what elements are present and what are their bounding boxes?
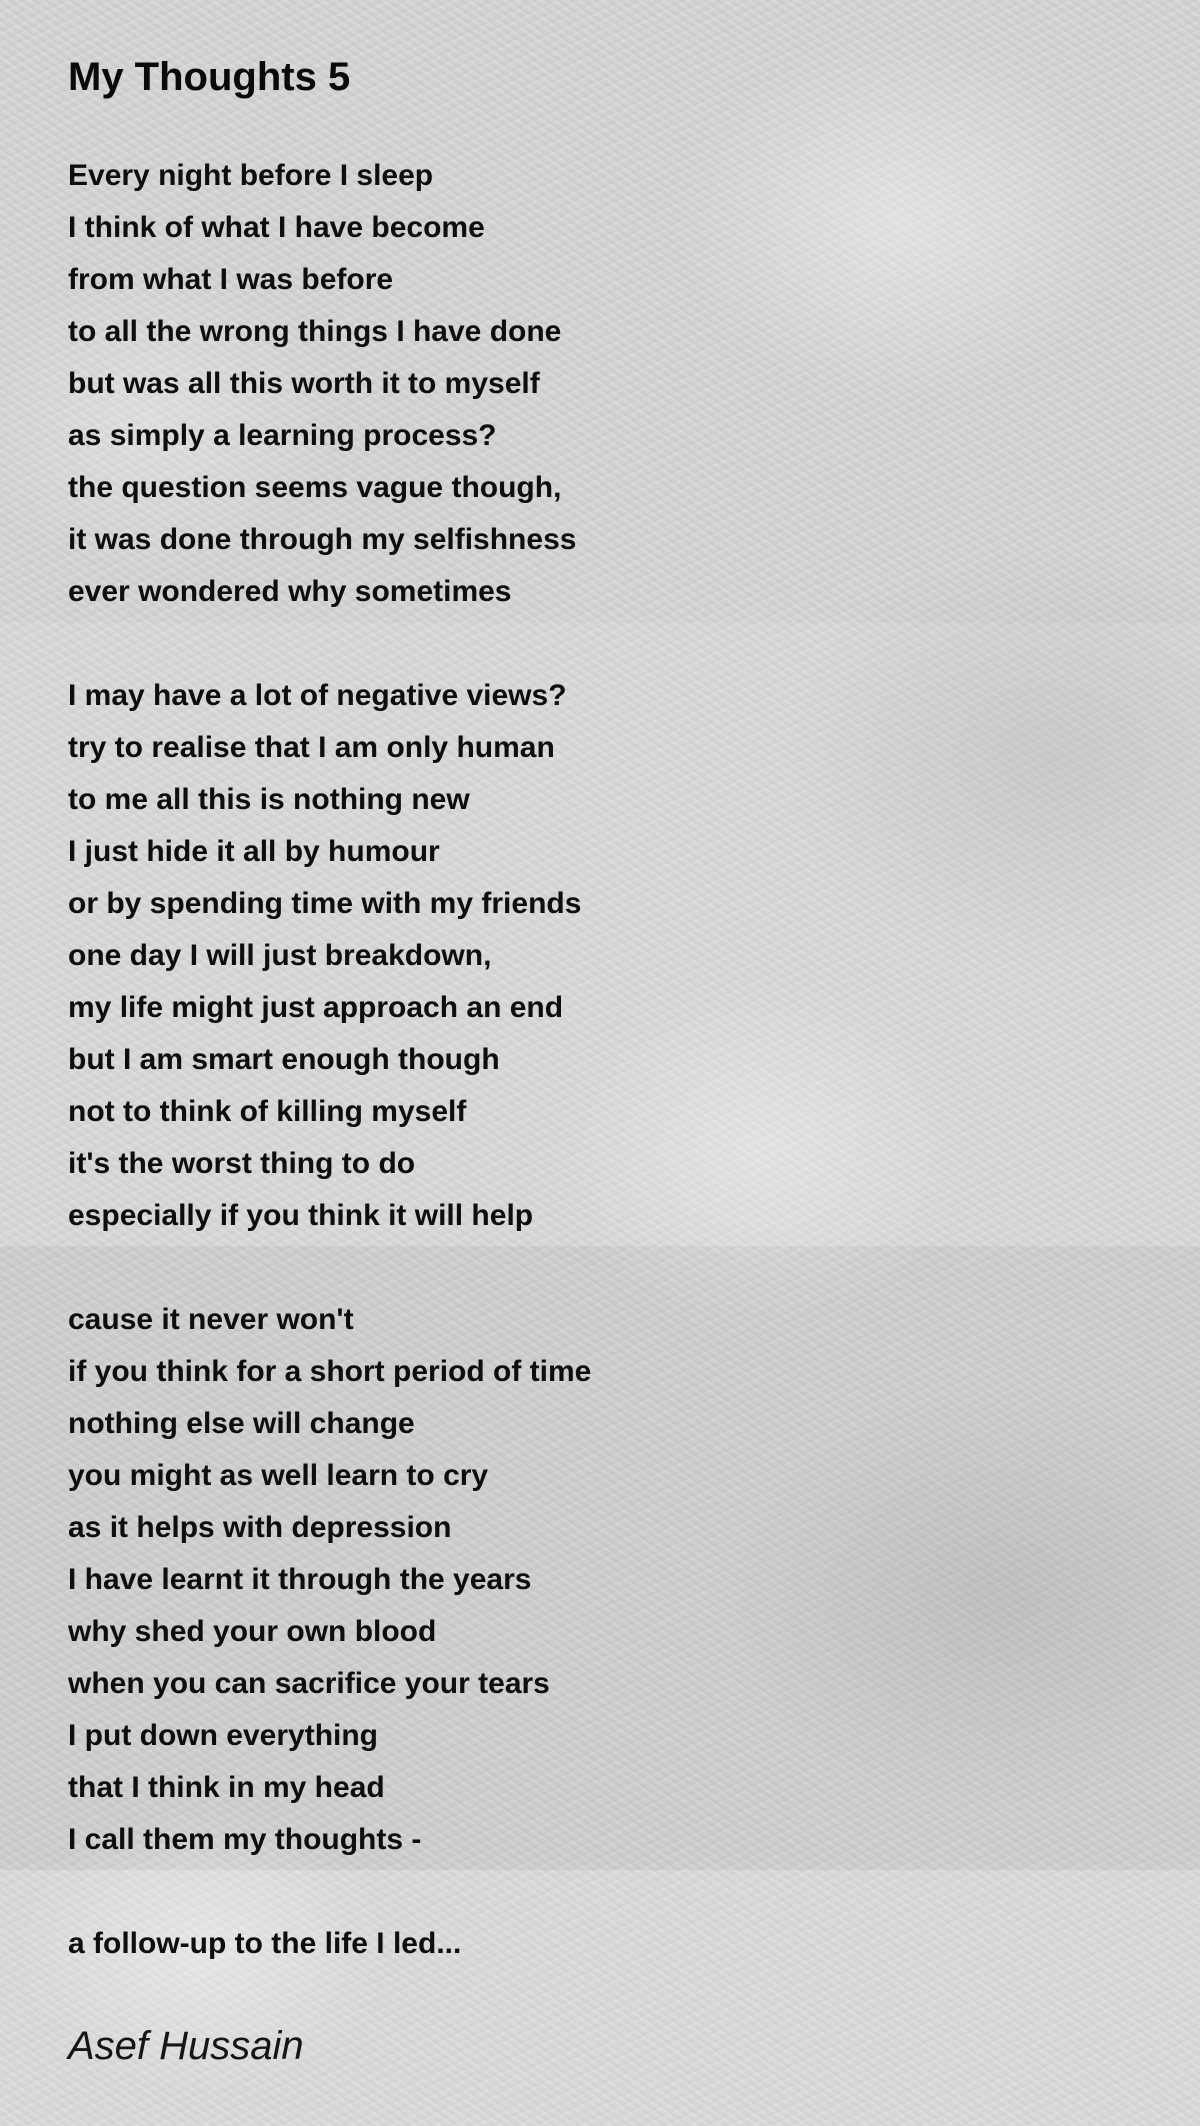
poem-line: but was all this worth it to myself: [68, 367, 540, 400]
poem-line: my life might just approach an end: [68, 991, 564, 1024]
poem-line: as it helps with depression: [68, 1511, 452, 1544]
poem-line: but I am smart enough though: [68, 1043, 500, 1076]
poem-line: or by spending time with my friends: [68, 887, 582, 920]
poem-line: I put down everything: [68, 1719, 379, 1752]
poem-line: why shed your own blood: [68, 1615, 437, 1648]
poem-line: it was done through my selfishness: [68, 523, 577, 556]
poem-line: cause it never won't: [68, 1303, 354, 1336]
poem-line: one day I will just breakdown,: [68, 939, 492, 972]
poem-line: I think of what I have become: [68, 211, 485, 244]
poem-line: you might as well learn to cry: [68, 1459, 489, 1492]
poem-line: nothing else will change: [68, 1407, 415, 1440]
poem-line: it's the worst thing to do: [68, 1147, 416, 1180]
poem-line: not to think of killing myself: [68, 1095, 467, 1128]
stanza-break: [68, 618, 1128, 670]
poem-line: I just hide it all by humour: [68, 835, 440, 868]
poem-content: [68, 48, 1128, 2074]
poem-line: I call them my thoughts -: [68, 1823, 422, 1856]
poem-line: ever wondered why sometimes: [68, 575, 512, 608]
poem-body: [68, 150, 1128, 1970]
poem-line: from what I was before: [68, 263, 394, 296]
poem-line: as simply a learning process?: [68, 419, 497, 452]
poem-line: try to realise that I am only human: [68, 731, 555, 764]
poem-line: the question seems vague though,: [68, 471, 562, 504]
poem-line: I have learnt it through the years: [68, 1563, 532, 1596]
poem-line: to all the wrong things I have done: [68, 315, 562, 348]
stanza-break: [68, 1242, 1128, 1294]
poem-line: I may have a lot of negative views?: [68, 679, 567, 712]
poem-author: Asef Hussain: [68, 2024, 304, 2068]
poem-title: My Thoughts 5: [68, 55, 351, 99]
stanza-break: [68, 1866, 1128, 1918]
poem-line: a follow-up to the life I led...: [68, 1927, 462, 1960]
poem-line: to me all this is nothing new: [68, 783, 470, 816]
poem-line: that I think in my head: [68, 1771, 385, 1804]
poem-line: if you think for a short period of time: [68, 1355, 592, 1388]
poem-line: Every night before I sleep: [68, 159, 434, 192]
poem-line: especially if you think it will help: [68, 1199, 534, 1232]
poem-line: when you can sacrifice your tears: [68, 1667, 550, 1700]
